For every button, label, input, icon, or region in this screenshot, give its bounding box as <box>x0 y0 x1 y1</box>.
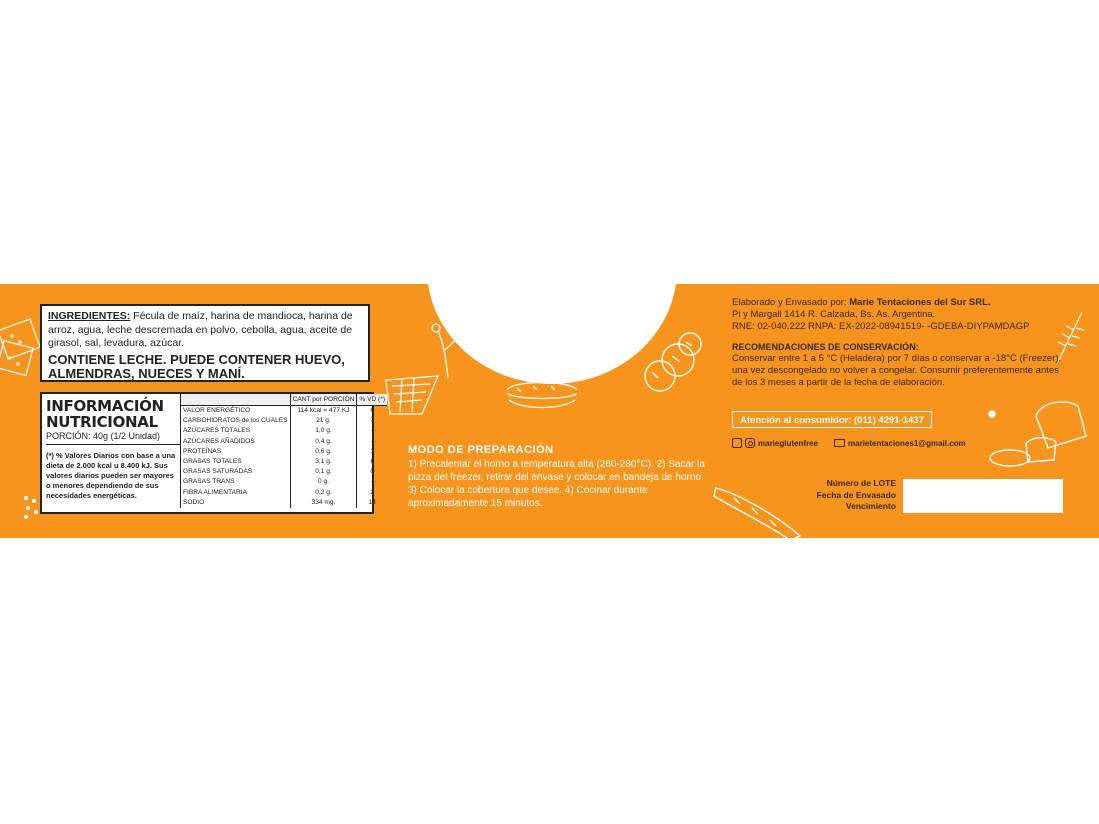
nutrition-row <box>181 477 388 487</box>
social-contacts <box>732 438 966 448</box>
conservation-title: RECOMENDACIONES DE CONSERVACIÓN: <box>732 342 919 352</box>
portion-size: PORCIÓN: 40g (1/2 Unidad) <box>46 431 180 445</box>
manufacturer-registry: RNE: 02-040.222 RNPA: EX-2022-08941519- -GDEBA-DIYPAMDAGP <box>732 321 1030 332</box>
nutrition-table <box>180 394 387 508</box>
nutrition-row <box>181 457 388 467</box>
ingredients-box <box>40 304 370 382</box>
preparation-section <box>408 444 708 510</box>
nutrient-name: SODIO <box>181 498 291 508</box>
nutrition-title-line1: INFORMACIÓN <box>46 397 164 415</box>
nutrient-amount: 21 g. <box>290 416 357 426</box>
nutrient-name: PROTEÍNAS <box>181 447 291 457</box>
expiry-label: Vencimiento <box>845 501 896 511</box>
batch-labels <box>790 478 896 513</box>
nutrient-dv: 6 <box>357 457 387 467</box>
nutrition-row <box>181 467 388 477</box>
manufacturer-line <box>732 297 1062 309</box>
bread-roll-illustration <box>638 330 710 400</box>
label-band <box>0 284 1099 538</box>
nutrition-facts-box <box>40 392 386 514</box>
nutrition-row <box>181 416 388 426</box>
nutrient-dv: 14 <box>357 498 387 508</box>
nutrient-amount: 0 g. <box>290 477 357 487</box>
lot-number-label: Número de LOTE <box>826 478 896 488</box>
nutrient-amount: 0,6 g. <box>290 447 357 457</box>
nutrition-table-header <box>181 394 388 406</box>
nutrition-header <box>46 398 180 501</box>
ingredients-label: INGREDIENTES: <box>48 310 131 322</box>
nutrient-name: FIBRA ALIMENTARIA <box>181 488 291 498</box>
nutrient-amount: 1,0 g. <box>290 426 357 436</box>
consumer-phone-box: Atención al consumidor: (011) 4291-1437 <box>732 411 932 428</box>
nutrient-amount: 3,1 g. <box>290 457 357 467</box>
nutrient-name: GRASAS SATURADAS <box>181 467 291 477</box>
nutrient-amount: 114 kcal = 477 KJ <box>290 406 357 417</box>
nutrient-dv: 6 <box>357 406 387 417</box>
nutrition-row <box>181 498 388 508</box>
sandwich-illustration <box>503 376 581 412</box>
pie-illustration <box>382 370 442 420</box>
nutrient-name: AZÚCARES TOTALES <box>181 426 291 436</box>
batch-info-box <box>903 479 1063 513</box>
nutrient-name: GRASAS TRANS <box>181 477 291 487</box>
nutrient-amount: 0,4 g. <box>290 437 357 447</box>
nutrition-row <box>181 426 388 436</box>
manufacturer-address: Pi y Margall 1414 R. Calzada, Bs. As. Argentina. <box>732 309 936 320</box>
nutrient-amount: 0,2 g. <box>290 488 357 498</box>
nutrition-col-amount: CANT por PORCIÓN <box>290 394 357 406</box>
nutrient-name: VALOR ENERGÉTICO <box>181 406 291 417</box>
allergen-warning: CONTIENE LECHE. PUEDE CONTENER HUEVO, ALMENDRAS, NUECES Y MANÍ. <box>48 351 345 381</box>
nutrient-amount: 0,1 g. <box>290 467 357 477</box>
packing-date-label: Fecha de Envasado <box>816 489 896 500</box>
manufacturer-company: Marie Tentaciones del Sur SRL. <box>849 297 991 308</box>
nutrient-dv: - <box>357 437 387 447</box>
nutrition-col-dv: % VD (*) <box>357 394 387 406</box>
cracker-illustration <box>0 314 45 394</box>
ingredients-list: Fécula de maíz, harina de mandioca, harina de arroz, agua, leche descremada en polvo, cebolla, agua, aceite de girasol, sal, levadura, azúcar. <box>48 310 353 349</box>
nutrient-dv: 0 <box>357 467 387 477</box>
nutrient-name: CARBOHIDRATOS de los CUALES <box>181 416 291 426</box>
conservation-text: Conservar entre 1 a 5 °C (Heladera) por 7 días o conservar a -18°C (Freezer), una vez descongelado no volver a congelar. Consumir preferentemente antes de los 3 meses a partir de la fecha de elaboración. <box>732 353 1062 388</box>
bread-loaf-illustration <box>986 396 1096 476</box>
preparation-steps: 1) Precalentar el horno a temperatura alta (260-280°C). 2) Sacar la pizza del freezer, retirar del envase y colocar en bandeja de horno. 3) Colocar la cobertura que desee. 4) Cocinar durante aproximadamente 15 minutos. <box>408 459 705 509</box>
ingredients-text <box>48 310 362 351</box>
nutrition-title-line2: NUTRICIONAL <box>46 413 158 431</box>
nutrition-col-nutrient <box>181 394 291 406</box>
email-address[interactable]: marietentaciones1@gmail.com <box>848 438 966 448</box>
manufacturer-prefix: Elaborado y Envasado por: <box>732 297 850 308</box>
nutrient-dv: 7 <box>357 416 387 426</box>
nutrient-amount: 334 mg. <box>290 498 357 508</box>
nutrient-dv: 2 <box>357 488 387 498</box>
nutrition-row <box>181 447 388 457</box>
nutrient-name: GRASAS TOTALES <box>181 457 291 467</box>
mail-icon <box>834 439 845 447</box>
instagram-icon <box>745 438 755 448</box>
nutrient-dv: - <box>357 477 387 487</box>
nutrient-dv: - <box>357 426 387 436</box>
facebook-icon <box>732 438 742 448</box>
nutrient-name: AZÚCARES AÑADIDOS <box>181 437 291 447</box>
daily-values-note: (*) % Valores Diarios con base a una dieta de 2.000 kcal u 8.400 kJ. Sus valores diarios pueden ser mayores o menores dependiendo de sus necesidades energéticas. <box>46 451 176 500</box>
nutrition-row <box>181 488 388 498</box>
preparation-title: MODO DE PREPARACIÓN <box>408 444 554 456</box>
social-handle[interactable]: marieglutenfree <box>758 438 819 448</box>
nutrition-row <box>181 437 388 447</box>
manufacturer-info <box>732 297 1062 389</box>
nutrient-dv: 1 <box>357 447 387 457</box>
nutrition-row <box>181 406 388 417</box>
